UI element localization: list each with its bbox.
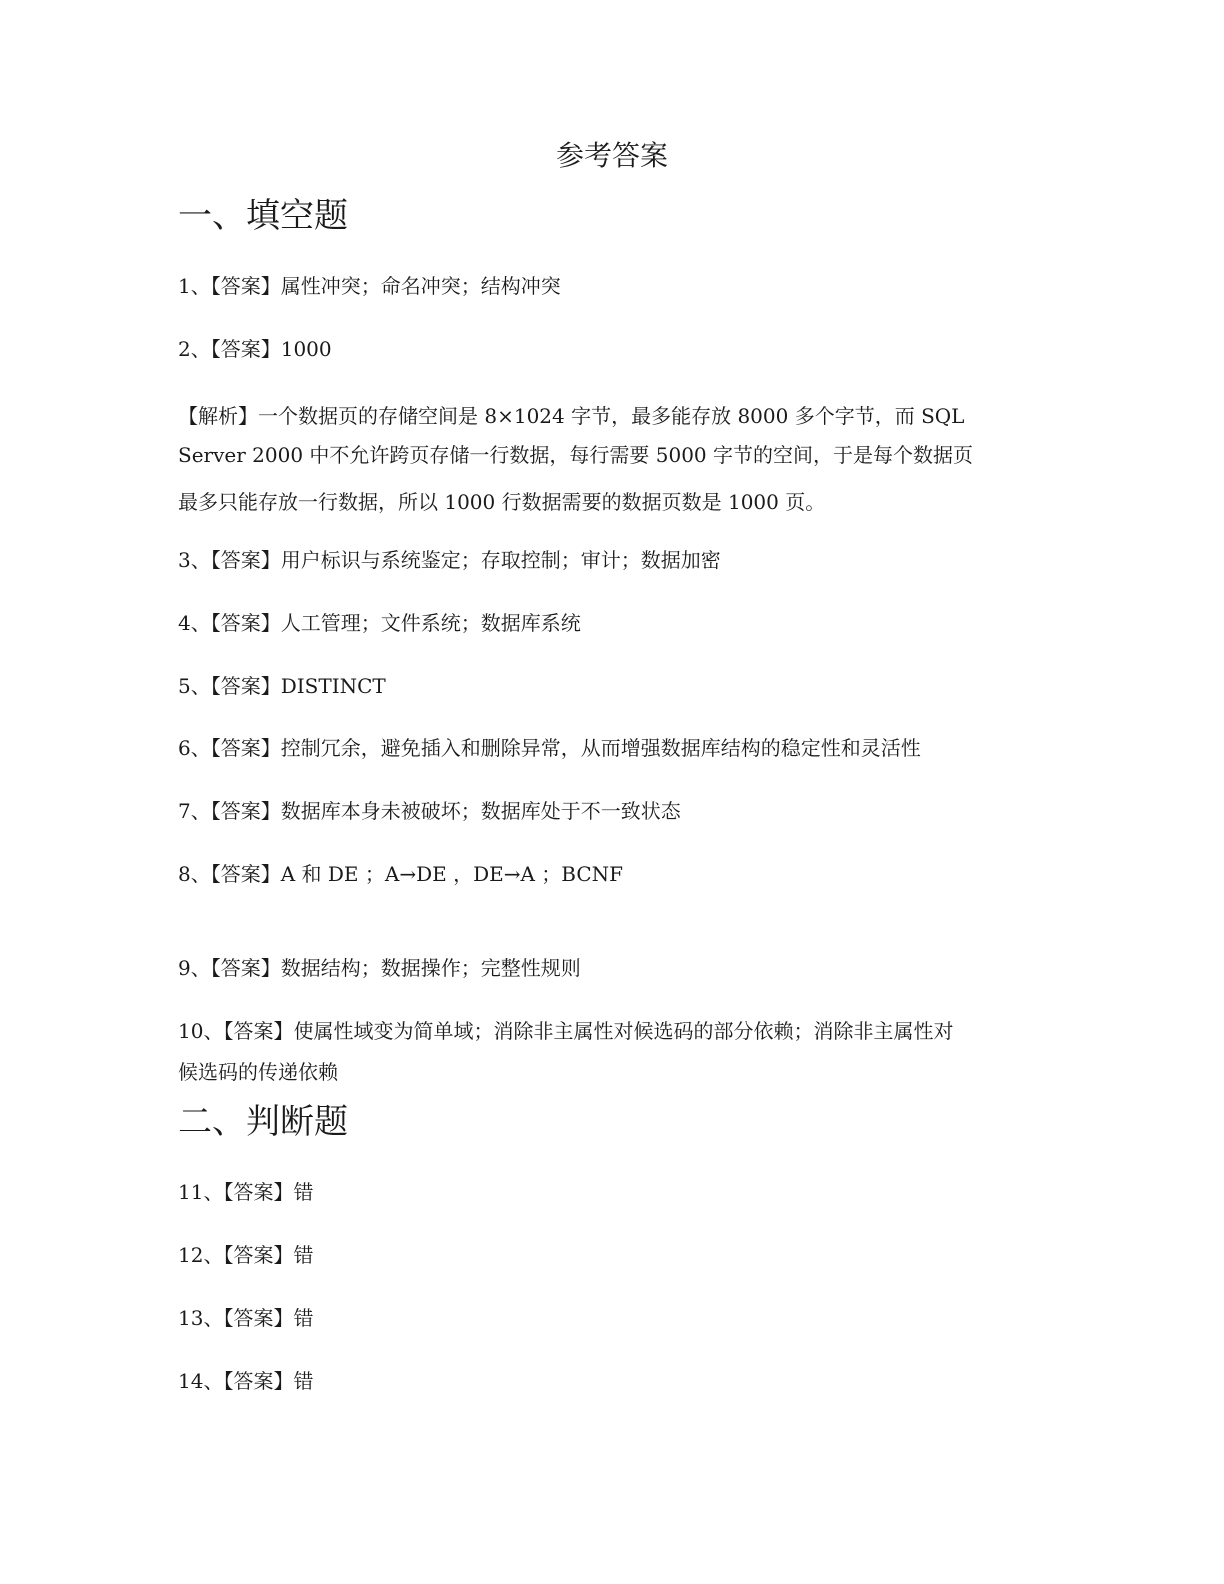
answer-tag: 【答案】 bbox=[223, 1019, 294, 1043]
answer-tag: 【答案】 bbox=[223, 1369, 294, 1393]
answer-item-13 bbox=[178, 1298, 1048, 1338]
answer-number: 6、 bbox=[178, 736, 211, 760]
answer-tag: 【答案】 bbox=[223, 1180, 294, 1204]
answer-text: 人工管理；文件系统；数据库系统 bbox=[280, 611, 581, 635]
answer-number: 2、 bbox=[178, 337, 211, 361]
section-heading-fill-in-blank: 一、填空题 bbox=[178, 196, 348, 236]
answer-tag: 【答案】 bbox=[210, 274, 281, 298]
answer-item-14 bbox=[178, 1361, 1048, 1401]
answer-tag: 【答案】 bbox=[210, 611, 281, 635]
answer-number: 9、 bbox=[178, 956, 211, 980]
answer-text: 1000 bbox=[280, 337, 332, 361]
answer-item-11 bbox=[178, 1172, 1048, 1212]
answer-number: 11、 bbox=[178, 1180, 224, 1204]
answer-item-3 bbox=[178, 540, 1048, 580]
answer-item-4 bbox=[178, 603, 1048, 643]
answer-text: 候选码的传递依赖 bbox=[178, 1060, 338, 1084]
answer-item-1 bbox=[178, 266, 1048, 306]
analysis-tag: 【解析】 bbox=[178, 404, 258, 428]
answer-tag: 【答案】 bbox=[210, 337, 281, 361]
answer-tag: 【答案】 bbox=[210, 862, 281, 886]
analysis-line-3 bbox=[178, 482, 1048, 522]
answer-number: 14、 bbox=[178, 1369, 224, 1393]
answer-text: 数据库本身未被破坏；数据库处于不一致状态 bbox=[280, 799, 681, 823]
answer-tag: 【答案】 bbox=[223, 1243, 294, 1267]
answer-item-9 bbox=[178, 948, 1048, 988]
analysis-line-1 bbox=[178, 396, 1048, 436]
answer-number: 4、 bbox=[178, 611, 211, 635]
answer-text: A 和 DE ；A→DE ，DE→A ；BCNF bbox=[280, 862, 624, 886]
answer-number: 3、 bbox=[178, 548, 211, 572]
answer-tag: 【答案】 bbox=[210, 548, 281, 572]
answer-number: 8、 bbox=[178, 862, 211, 886]
answer-item-8 bbox=[178, 854, 1048, 894]
answer-number: 1、 bbox=[178, 274, 211, 298]
answer-text: 使属性域变为简单域；消除非主属性对候选码的部分依赖；消除非主属性对 bbox=[293, 1019, 954, 1043]
answer-item-10 bbox=[178, 1011, 1048, 1051]
answer-tag: 【答案】 bbox=[210, 674, 281, 698]
answer-item-7 bbox=[178, 791, 1048, 831]
analysis-text: Server 2000 中不允许跨页存储一行数据，每行需要 5000 字节的空间，于是每个数据页 bbox=[178, 443, 974, 467]
answer-tag: 【答案】 bbox=[210, 956, 281, 980]
answer-number: 13、 bbox=[178, 1306, 224, 1330]
answer-tag: 【答案】 bbox=[210, 736, 281, 760]
answer-number: 10、 bbox=[178, 1019, 224, 1043]
answer-text: 错 bbox=[293, 1243, 314, 1267]
answer-number: 7、 bbox=[178, 799, 211, 823]
answer-text: 错 bbox=[293, 1180, 314, 1204]
answer-text: 控制冗余，避免插入和删除异常，从而增强数据库结构的稳定性和灵活性 bbox=[280, 736, 921, 760]
page-title: 参考答案 bbox=[555, 139, 668, 172]
answer-text: 错 bbox=[293, 1306, 314, 1330]
answer-text: DISTINCT bbox=[280, 674, 386, 698]
analysis-line-2 bbox=[178, 435, 1048, 475]
answer-tag: 【答案】 bbox=[210, 799, 281, 823]
answer-tag: 【答案】 bbox=[223, 1306, 294, 1330]
answer-text: 数据结构；数据操作；完整性规则 bbox=[280, 956, 581, 980]
analysis-text: 最多只能存放一行数据，所以 1000 行数据需要的数据页数是 1000 页。 bbox=[178, 490, 826, 514]
answer-item-6 bbox=[178, 728, 1048, 768]
section-heading-true-false: 二、判断题 bbox=[178, 1102, 348, 1142]
answer-item-10-continuation bbox=[178, 1052, 1048, 1092]
answer-item-2 bbox=[178, 329, 1048, 369]
answer-number: 5、 bbox=[178, 674, 211, 698]
answer-item-12 bbox=[178, 1235, 1048, 1275]
answer-text: 属性冲突；命名冲突；结构冲突 bbox=[280, 274, 561, 298]
answer-item-5 bbox=[178, 666, 1048, 706]
answer-text: 错 bbox=[293, 1369, 314, 1393]
analysis-text: 一个数据页的存储空间是 8×1024 字节，最多能存放 8000 多个字节，而 SQL bbox=[258, 404, 965, 428]
answer-number: 12、 bbox=[178, 1243, 224, 1267]
answer-text: 用户标识与系统鉴定；存取控制；审计；数据加密 bbox=[280, 548, 721, 572]
